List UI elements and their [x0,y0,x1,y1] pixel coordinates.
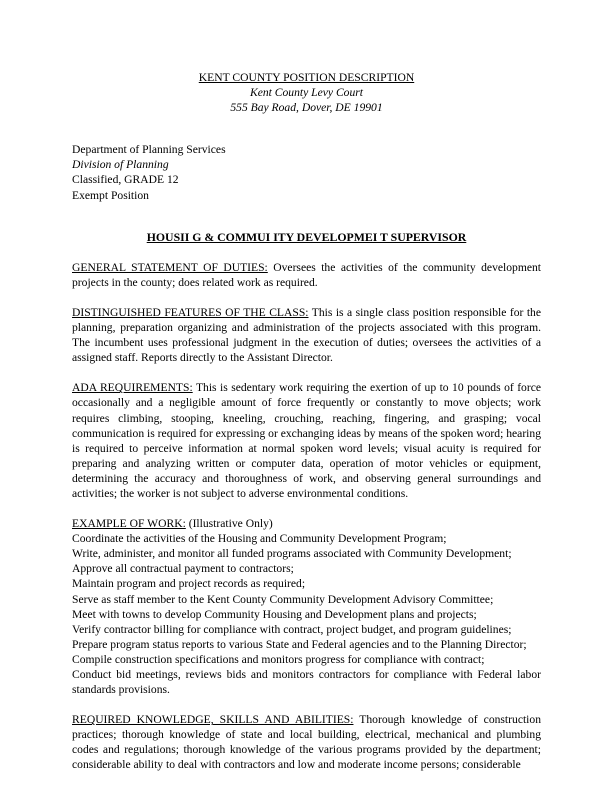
distinguishing-features-heading: DISTINGUISHED FEATURES OF THE CLASS: [72,305,309,319]
organization-name: Kent County Levy Court [249,86,364,100]
general-statement-heading: GENERAL STATEMENT OF DUTIES: [72,260,268,274]
list-item: Serve as staff member to the Kent County Community Development Advisory Committee; [72,592,494,606]
document-page [72,70,541,773]
classification: Classified, GRADE 12 [72,173,179,187]
ada-requirements-text: This is sedentary work requiring the exertion of up to 10 pounds of force occasionally and a negligible amount of force frequently or constantly to move objects; work requires climbing, stooping, kneeling, crouching, reaching, fingering, and grasping; vocal communication is required for expressing or exchanging ideas by means of the spoken word; hearing is required to perceive information at normal spoken word levels; visual acuity is required for preparing and analyzing written or computer data, operation of motor vehicles or equipment, determining the accuracy and thoroughness of work, and observing general surroundings and activities; the worker is not subject to adverse environmental conditions. [72,381,541,500]
exempt-status: Exempt Position [72,188,149,202]
department-name: Department of Planning Services [72,143,226,157]
list-item: Verify contractor billing for compliance with contract, project budget, and program guidelines; [72,622,512,636]
organization-address: 555 Bay Road, Dover, DE 19901 [230,101,383,115]
general-statement-text: Oversees the activities of the community development projects in the county; does related work as required. [72,260,542,289]
knowledge-skills-section [72,712,541,772]
example-of-work-note: (Illustrative Only) [185,517,273,531]
knowledge-skills-heading: REQUIRED KNOWLEDGE, SKILLS AND ABILITIES: [72,713,354,727]
document-header [72,70,541,115]
knowledge-skills-text: Thorough knowledge of construction practices; thorough knowledge of state and local building, electrical, mechanical and plumbing codes and regulations; thorough knowledge of the various programs provided by the department; considerable ability to deal with contractors and low and moderate income persons; considerable [72,713,541,772]
example-of-work-heading-line [72,516,541,531]
example-of-work-heading: EXAMPLE OF WORK: [72,517,186,531]
document-title: KENT COUNTY POSITION DESCRIPTION [198,71,415,84]
department-block [72,142,541,202]
list-item: Coordinate the activities of the Housing and Community Development Program; [72,532,447,546]
distinguishing-features-text: This is a single class position responsible for the planning, preparation organizing and administration of the projects associated with this program. The incumbent uses professional judgment in the execution of duties; oversees the activities of a assigned staff. Reports directly to the Assistant Director. [72,305,541,365]
list-item: Prepare program status reports to various State and Federal agencies and to the Planning Director; [72,637,527,651]
distinguishing-features-section [72,305,541,365]
ada-requirements-section [72,380,541,501]
example-of-work-section [72,516,541,697]
list-item: Conduct bid meetings, reviews bids and monitors contractors for compliance with Federal labor standards provisions. [72,668,541,697]
list-item: Approve all contractual payment to contractors; [72,562,294,576]
list-item: Write, administer, and monitor all funded programs associated with Community Development; [72,547,512,561]
ada-requirements-heading: ADA REQUIREMENTS: [72,381,193,395]
list-item: Maintain program and project records as required; [72,577,306,591]
list-item: Compile construction specifications and monitors progress for compliance with contract; [72,652,485,666]
general-statement-section [72,260,541,290]
division-name: Division of Planning [72,158,169,172]
position-title: HOUSII G & COMMUI ITY DEVELOPMEI T SUPERVISOR [146,229,467,244]
list-item: Meet with towns to develop Community Housing and Development plans and projects; [72,607,477,621]
